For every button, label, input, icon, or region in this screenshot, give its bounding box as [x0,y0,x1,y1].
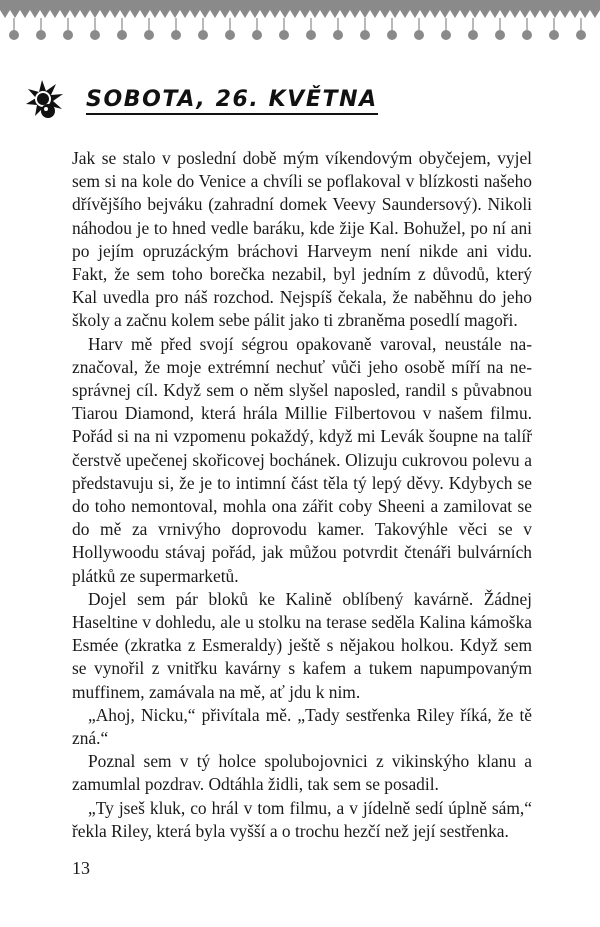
decorative-top-border [0,0,600,48]
ornament-drop-icon [333,30,343,40]
paragraph: Dojel sem pár bloků ke Kalině oblíbený kavárně. Žádnej Haseltine v dohledu, ale u stolku na terase seděla Kalina kámoška Esmée (zkratka z Esmeraldy) ještě s nějakou holkou. Když sem se vynořil z vnitřku kavárny s kafem a tukem napumpovaným muffinem, zamávala na mě, ať jdu k nim. [72,588,532,702]
ornament-drop-icon [63,30,73,40]
zigzag-band [0,0,600,18]
chapter-heading-row [22,78,582,122]
page-number: 13 [72,858,90,878]
ornament-drop-icon [360,30,370,40]
chapter-heading: SOBOTA, 26. KVĚTNA [86,88,378,115]
ornament-drop-icon [144,30,154,40]
body-text [72,147,532,843]
ornament-drop-icon [441,30,451,40]
ornament-drop-icon [306,30,316,40]
ornament-drop-icon [198,30,208,40]
paragraph: Jak se stalo v poslední době mým víkendovým obyčejem, vyjel sem si na kole do Venice a chvíli se poflakoval v blízkosti našeho dřívějšího bejváku (zahradní domek Veevy Saundersový). Nikoli náhodou je to hned vedle baráku, kde žije Kal. Bohužel, po ní ani po jejím opruzáckým bráchovi Harveym není nikde ani vidu. Fakt, že sem toho borečka nezabil, byl jedním z důvodů, který Kal uvedla pro náš rozchod. Nejspíš čekala, že naběhnu do jeho školy a začnu kolem sebe pálit jako ti zbraněma posedlí magoři. [72,148,532,331]
ornament-drop-icon [576,30,586,40]
ornament-drop-icon [279,30,289,40]
star-bomb-icon [22,78,76,122]
ornament-drop-icon [387,30,397,40]
ornament-drop-icon [414,30,424,40]
ornament-drop-icon [90,30,100,40]
ornament-drop-icon [468,30,478,40]
paragraph: „Ty jseš kluk, co hrál v tom filmu, a v jídelně sedí úplně sám,“ řekla Riley, která byla vyšší a o trochu hezčí než její sestřenka. [72,797,532,841]
ornament-drop-icon [225,30,235,40]
paragraph: Harv mě před svojí ségrou opakovaně varoval, neustále naznačoval, že moje extrémní nechuť vůči jeho osobě míří na nesprávnej cíl. Když sem o něm slyšel naposled, randil s půvabnou Tiarou Diamond, která hrála Millie Filbertovou v našem filmu. Pořád si na ni vzpomenu pokaždý, když mi Levák šoupne na talíř čerstvě upečenej skořicovej bochánek. Olizuju cukrovou polevu a představuju si, že je to intimní část těla tý lepý děvy. Kdybych se do toho nemontoval, mohla ona zářit coby Sheeni a zamilovat se do mě za vrnivýho doprovodu kamer. Takovýhle věci se v Hollywoodu stávaj pořád, jak můžou potvrdit čtenáři bulvárních plátků ze supermarketů. [72,333,532,586]
ornament-drop-icon [549,30,559,40]
paragraph: Poznal sem v tý holce spolubojovnici z vikinskýho klanu a zamumlal pozdrav. Odtáhla židli, tak sem se posadil. [72,751,532,795]
ornament-drop-icon [252,30,262,40]
ornament-drop-icon [117,30,127,40]
paragraph: „Ahoj, Nicku,“ přivítala mě. „Tady sestřenka Riley říká, že tě zná.“ [72,704,532,749]
ornament-drop-icon [171,30,181,40]
ornament-drop-icon [495,30,505,40]
ornament-drop-icon [36,30,46,40]
ornament-drop-icon [522,30,532,40]
ornament-drop-icon [9,30,19,40]
